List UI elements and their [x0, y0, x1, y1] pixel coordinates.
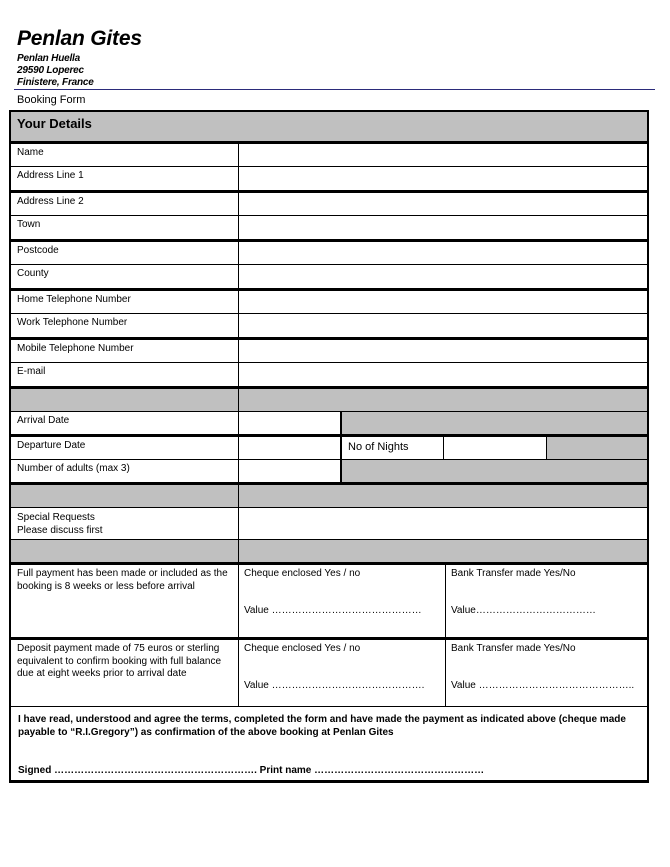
- cheque-cell[interactable]: [238, 565, 445, 637]
- cheque-value-field[interactable]: Value ………………………………………: [244, 605, 422, 616]
- field-label: Home Telephone Number: [17, 294, 131, 305]
- cheque-cell[interactable]: [238, 640, 445, 706]
- adults-field[interactable]: [238, 460, 340, 482]
- details-row: [11, 239, 647, 264]
- details-row: [11, 337, 647, 362]
- bank-transfer-label: Bank Transfer made Yes/No: [451, 643, 576, 654]
- shaded-cell: [546, 437, 647, 459]
- departure-date-label: Departure Date: [17, 440, 86, 451]
- declaration-text: I have read, understood and agree the terms, completed the form and have made the payment as indicated above (cheque made payable to “R.I.Gregory”) as confirmation of the above booking at Penlan Gites: [18, 714, 626, 738]
- details-row: [11, 215, 647, 239]
- arrival-date-field[interactable]: [238, 412, 340, 434]
- bank-transfer-cell[interactable]: [445, 565, 647, 637]
- work-telephone-field[interactable]: [238, 314, 647, 337]
- bank-transfer-value-field[interactable]: Value ………………………………………..: [451, 680, 635, 691]
- nights-field[interactable]: [443, 437, 546, 459]
- spacer-cell: [11, 540, 238, 562]
- county-field[interactable]: [238, 265, 647, 288]
- special-requests-row: [11, 507, 647, 539]
- nights-label: No of Nights: [340, 437, 443, 459]
- declaration: [11, 707, 647, 780]
- payment-row-deposit: [11, 637, 647, 706]
- field-label: Address Line 2: [17, 196, 84, 207]
- adults-label: Number of adults (max 3): [17, 463, 130, 474]
- details-row: [11, 141, 647, 166]
- spacer-row: [11, 482, 647, 507]
- field-label: Postcode: [17, 245, 59, 256]
- address-line-2-field[interactable]: [238, 193, 647, 215]
- field-label: Work Telephone Number: [17, 317, 128, 328]
- special-requests-label: [11, 508, 238, 539]
- signature-line[interactable]: Signed ……………………………………………………. Print name ……………………………………………: [18, 765, 485, 776]
- details-row: [11, 288, 647, 313]
- details-row: [11, 190, 647, 215]
- spacer-cell: [238, 485, 647, 507]
- shaded-cell: [340, 412, 647, 434]
- town-field[interactable]: [238, 216, 647, 239]
- bank-transfer-value-field[interactable]: Value………………………………: [451, 605, 596, 616]
- details-row: [11, 166, 647, 190]
- details-row: [11, 362, 647, 386]
- departure-date-field[interactable]: [238, 437, 340, 459]
- spacer-row: [11, 539, 647, 562]
- arrival-row: [11, 411, 647, 434]
- declaration-row: [11, 706, 647, 780]
- section-title: Your Details: [11, 112, 647, 141]
- details-row: [11, 264, 647, 288]
- address-line-1-field[interactable]: [238, 167, 647, 190]
- cheque-value-field[interactable]: Value ……………………………………….: [244, 680, 425, 691]
- details-row: [11, 313, 647, 337]
- special-requests-field[interactable]: [238, 508, 647, 539]
- spacer-cell: [11, 485, 238, 507]
- booking-form: [9, 110, 649, 783]
- field-label: Name: [17, 147, 44, 158]
- departure-row: [11, 434, 647, 459]
- postcode-field[interactable]: [238, 242, 647, 264]
- spacer-cell: [238, 389, 647, 411]
- email-field[interactable]: [238, 363, 647, 386]
- field-label: County: [17, 268, 49, 279]
- field-label: Mobile Telephone Number: [17, 343, 134, 354]
- cheque-label: Cheque enclosed Yes / no: [244, 568, 361, 579]
- mobile-telephone-field[interactable]: [238, 340, 647, 362]
- arrival-date-label: Arrival Date: [17, 415, 70, 426]
- address-line-2: 29590 Loperec: [17, 65, 84, 76]
- address-line-3: Finistere, France: [17, 77, 94, 88]
- adults-row: [11, 459, 647, 482]
- special-requests-note: Please discuss first: [17, 525, 103, 536]
- form-label: Booking Form: [17, 94, 86, 106]
- section-header-row: [11, 112, 647, 141]
- header-divider: [14, 89, 655, 90]
- company-name: Penlan Gites: [17, 27, 142, 50]
- bank-transfer-cell[interactable]: [445, 640, 647, 706]
- field-label: E-mail: [17, 366, 46, 377]
- spacer-cell: [11, 389, 238, 411]
- spacer-cell: [238, 540, 647, 562]
- field-label: Town: [17, 219, 41, 230]
- bank-transfer-label: Bank Transfer made Yes/No: [451, 568, 576, 579]
- spacer-row: [11, 386, 647, 411]
- shaded-cell: [340, 460, 647, 482]
- home-telephone-field[interactable]: [238, 291, 647, 313]
- address-line-1: Penlan Huella: [17, 53, 80, 64]
- field-label: Address Line 1: [17, 170, 84, 181]
- payment-description: Full payment has been made or included as the booking is 8 weeks or less before arrival: [17, 568, 228, 592]
- special-requests-title: Special Requests: [17, 512, 95, 523]
- payment-description: Deposit payment made of 75 euros or sterling equivalent to confirm booking with full balance due at eight weeks prior to arrival date: [17, 643, 222, 679]
- name-field[interactable]: [238, 144, 647, 166]
- payment-row-full: [11, 562, 647, 637]
- cheque-label: Cheque enclosed Yes / no: [244, 643, 361, 654]
